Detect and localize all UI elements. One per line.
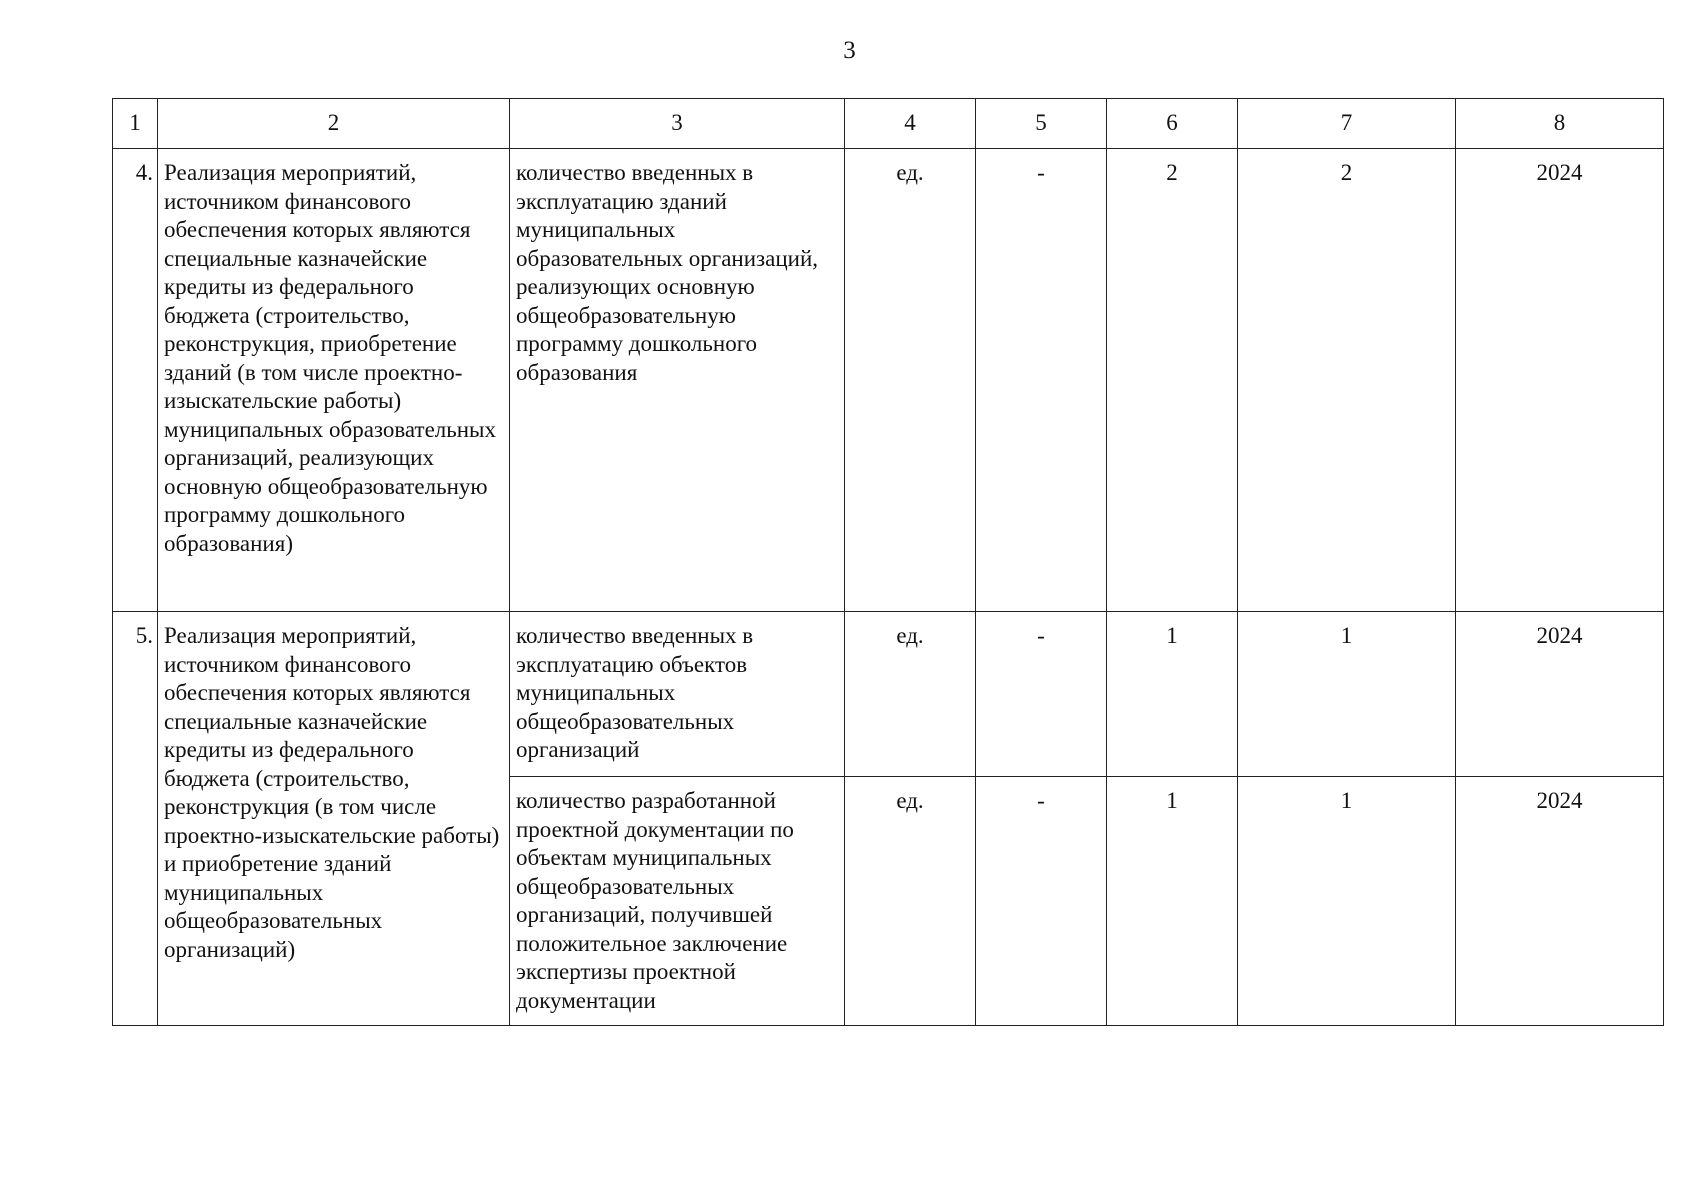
indicator-name: количество введенных в эксплуатацию объектов муниципальных общеобразовательных организаций	[510, 612, 845, 777]
year-value: 2024	[1456, 777, 1664, 1026]
row-number: 5.	[113, 612, 158, 1026]
col7-value: 1	[1238, 612, 1456, 777]
event-description: Реализация мероприятий, источником финансового обеспечения которых являются специальные казначейские кредиты из федерального бюджета (строительство, реконструкция (в том числе проектно-изыскательские работы) и приобретение зданий муниципальных общеобразовательных организаций)	[158, 612, 510, 1026]
year-value: 2024	[1456, 612, 1664, 777]
header-cell-3: 3	[510, 99, 845, 149]
header-cell-4: 4	[845, 99, 976, 149]
indicators-table	[112, 98, 1664, 1026]
col7-value: 2	[1238, 149, 1456, 612]
unit-cell: ед.	[845, 777, 976, 1026]
page-number: 3	[843, 37, 856, 64]
header-cell-5: 5	[976, 99, 1107, 149]
event-description: Реализация мероприятий, источником финансового обеспечения которых являются специальные казначейские кредиты из федерального бюджета (строительство, реконструкция, приобретение зданий (в том числе проектно-изыскательские работы) муниципальных образовательных организаций, реализующих основную общеобразовательную программу дошкольного образования)	[158, 149, 510, 612]
col5-value: -	[976, 612, 1107, 777]
header-cell-2: 2	[158, 99, 510, 149]
col6-value: 1	[1107, 612, 1238, 777]
col6-value: 1	[1107, 777, 1238, 1026]
unit-cell: ед.	[845, 149, 976, 612]
table-row	[113, 149, 1664, 612]
header-cell-7: 7	[1238, 99, 1456, 149]
row-number: 4.	[113, 149, 158, 612]
indicator-name: количество разработанной проектной документации по объектам муниципальных общеобразовательных организаций, получившей положительное заключение экспертизы проектной документации	[510, 777, 845, 1026]
col5-value: -	[976, 777, 1107, 1026]
unit-cell: ед.	[845, 612, 976, 777]
indicator-name: количество введенных в эксплуатацию зданий муниципальных образовательных организаций, реализующих основную общеобразовательную программу дошкольного образования	[510, 149, 845, 612]
table-header-row	[113, 99, 1664, 149]
header-cell-6: 6	[1107, 99, 1238, 149]
col5-value: -	[976, 149, 1107, 612]
header-cell-8: 8	[1456, 99, 1664, 149]
col6-value: 2	[1107, 149, 1238, 612]
table-row	[113, 612, 1664, 777]
col7-value: 1	[1238, 777, 1456, 1026]
header-cell-1: 1	[113, 99, 158, 149]
year-value: 2024	[1456, 149, 1664, 612]
